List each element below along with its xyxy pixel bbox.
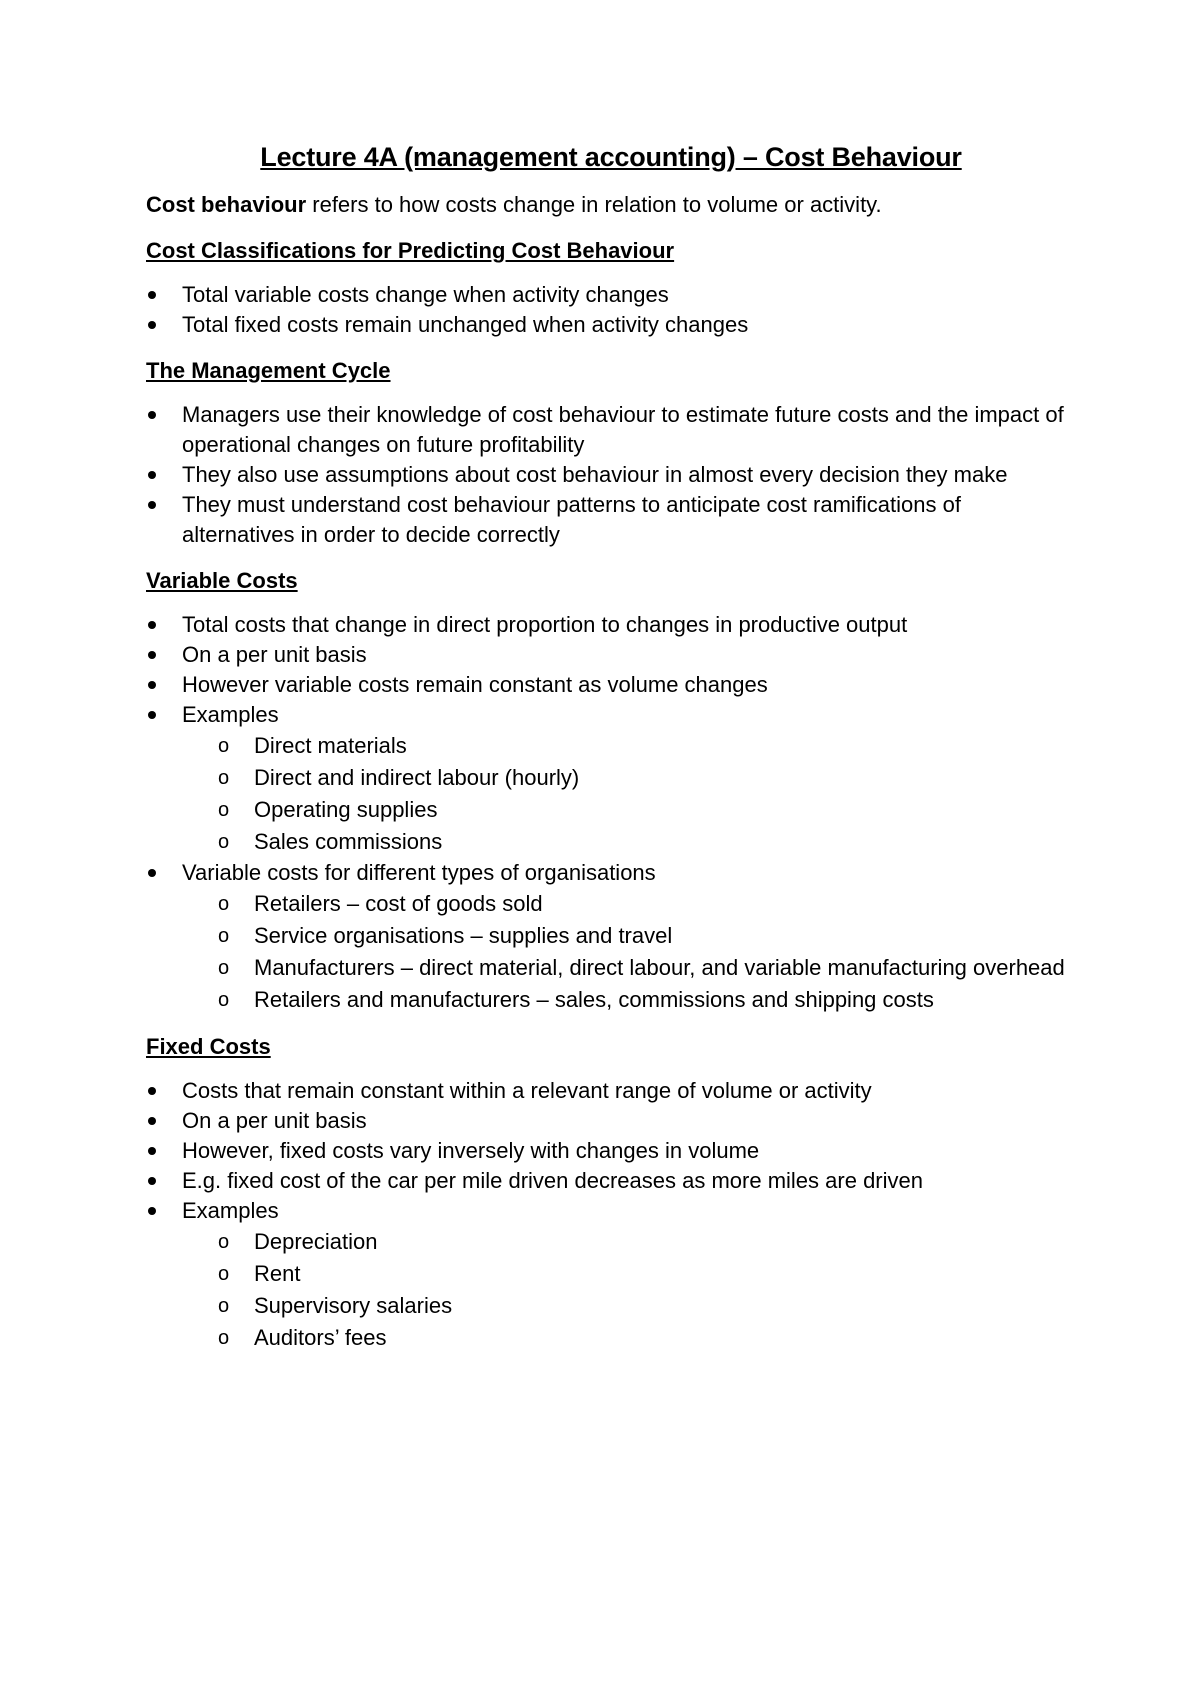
list-item	[146, 1076, 1076, 1106]
list-item-text: They must understand cost behaviour patterns to anticipate cost ramifications of alternatives in order to decide correctly	[182, 492, 961, 547]
bullet-list	[146, 610, 1076, 1016]
list-item-text: Variable costs for different types of organisations	[182, 860, 656, 885]
circle-bullet-icon: o	[218, 735, 230, 757]
list-item-text: Examples	[182, 702, 279, 727]
bullet-icon	[148, 411, 156, 419]
circle-bullet-icon: o	[218, 1263, 230, 1285]
sub-list-item	[182, 1258, 1076, 1290]
sub-list-item	[182, 920, 1076, 952]
sub-list-item	[182, 1226, 1076, 1258]
list-item	[146, 1136, 1076, 1166]
bullet-icon	[148, 869, 156, 877]
sub-list-item-text: Auditors’ fees	[254, 1325, 387, 1350]
bullet-icon	[148, 1147, 156, 1155]
list-item-text: Examples	[182, 1198, 279, 1223]
bullet-icon	[148, 501, 156, 509]
list-item-text: On a per unit basis	[182, 642, 367, 667]
list-item-text: However variable costs remain constant as volume changes	[182, 672, 768, 697]
circle-bullet-icon: o	[218, 1295, 230, 1317]
sub-list-item-text: Operating supplies	[254, 797, 438, 822]
list-item-text: E.g. fixed cost of the car per mile driven decreases as more miles are driven	[182, 1168, 923, 1193]
list-item	[146, 700, 1076, 858]
section-heading: Variable Costs	[146, 568, 298, 593]
list-item	[146, 670, 1076, 700]
bullet-icon	[148, 1087, 156, 1095]
bullet-list	[146, 280, 1076, 340]
list-item	[146, 1106, 1076, 1136]
bullet-icon	[148, 1177, 156, 1185]
bullet-icon	[148, 651, 156, 659]
sub-list-item-text: Direct materials	[254, 733, 407, 758]
sub-list-item-text: Supervisory salaries	[254, 1293, 453, 1318]
sub-list-item	[182, 794, 1076, 826]
sub-list-item	[182, 1322, 1076, 1354]
sub-list-item	[182, 1290, 1076, 1322]
list-item-text: They also use assumptions about cost behaviour in almost every decision they make	[182, 462, 1008, 487]
sub-list-item	[182, 888, 1076, 920]
sub-list-item-text: Retailers – cost of goods sold	[254, 891, 543, 916]
bullet-list	[146, 400, 1076, 550]
sub-list-item-text: Service organisations – supplies and travel	[254, 923, 673, 948]
bullet-icon	[148, 291, 156, 299]
bullet-icon	[148, 1117, 156, 1125]
sub-list-item	[182, 826, 1076, 858]
sub-list-item	[182, 762, 1076, 794]
list-item	[146, 460, 1076, 490]
list-item	[146, 1166, 1076, 1196]
list-item-text: Total variable costs change when activity changes	[182, 282, 669, 307]
sub-list-item	[182, 984, 1076, 1016]
list-item	[146, 1196, 1076, 1354]
sub-list-item-text: Retailers and manufacturers – sales, commissions and shipping costs	[254, 987, 934, 1012]
bullet-icon	[148, 321, 156, 329]
circle-bullet-icon: o	[218, 925, 230, 947]
bullet-icon	[148, 711, 156, 719]
sub-list-item	[182, 952, 1076, 984]
sections-container	[146, 236, 1076, 1354]
sub-list-item-text: Sales commissions	[254, 829, 443, 854]
document-content	[146, 140, 1076, 1370]
list-item	[146, 640, 1076, 670]
sub-list	[182, 888, 1076, 1016]
bullet-list	[146, 1076, 1076, 1354]
bullet-icon	[148, 621, 156, 629]
sub-list-item-text: Rent	[254, 1261, 301, 1286]
list-item-text: On a per unit basis	[182, 1108, 367, 1133]
list-item	[146, 610, 1076, 640]
page-title: Lecture 4A (management accounting) – Cost Behaviour	[260, 142, 962, 172]
section-heading: Fixed Costs	[146, 1034, 271, 1059]
intro-text: refers to how costs change in relation to volume or activity.	[306, 192, 882, 217]
list-item-text: However, fixed costs vary inversely with changes in volume	[182, 1138, 760, 1163]
list-item	[146, 400, 1076, 460]
list-item-text: Total fixed costs remain unchanged when activity changes	[182, 312, 749, 337]
bullet-icon	[148, 681, 156, 689]
sub-list-item	[182, 730, 1076, 762]
list-item-text: Total costs that change in direct proportion to changes in productive output	[182, 612, 908, 637]
circle-bullet-icon: o	[218, 893, 230, 915]
list-item	[146, 310, 1076, 340]
sub-list-item-text: Direct and indirect labour (hourly)	[254, 765, 580, 790]
sub-list-item-text: Depreciation	[254, 1229, 378, 1254]
section-heading: Cost Classifications for Predicting Cost Behaviour	[146, 238, 675, 263]
circle-bullet-icon: o	[218, 957, 230, 979]
circle-bullet-icon: o	[218, 989, 230, 1011]
list-item	[146, 280, 1076, 310]
circle-bullet-icon: o	[218, 799, 230, 821]
circle-bullet-icon: o	[218, 1231, 230, 1253]
list-item-text: Costs that remain constant within a relevant range of volume or activity	[182, 1078, 872, 1103]
sub-list	[182, 730, 1076, 858]
circle-bullet-icon: o	[218, 767, 230, 789]
section-heading: The Management Cycle	[146, 358, 391, 383]
list-item	[146, 490, 1076, 550]
bullet-icon	[148, 1207, 156, 1215]
list-item	[146, 858, 1076, 1016]
intro-term: Cost behaviour	[146, 192, 307, 217]
list-item-text: Managers use their knowledge of cost behaviour to estimate future costs and the impact of operational changes on future profitability	[182, 402, 1064, 457]
bullet-icon	[148, 471, 156, 479]
circle-bullet-icon: o	[218, 831, 230, 853]
sub-list-item-text: Manufacturers – direct material, direct labour, and variable manufacturing overhead	[254, 955, 1065, 980]
intro-paragraph	[146, 190, 1076, 220]
circle-bullet-icon: o	[218, 1327, 230, 1349]
sub-list	[182, 1226, 1076, 1354]
